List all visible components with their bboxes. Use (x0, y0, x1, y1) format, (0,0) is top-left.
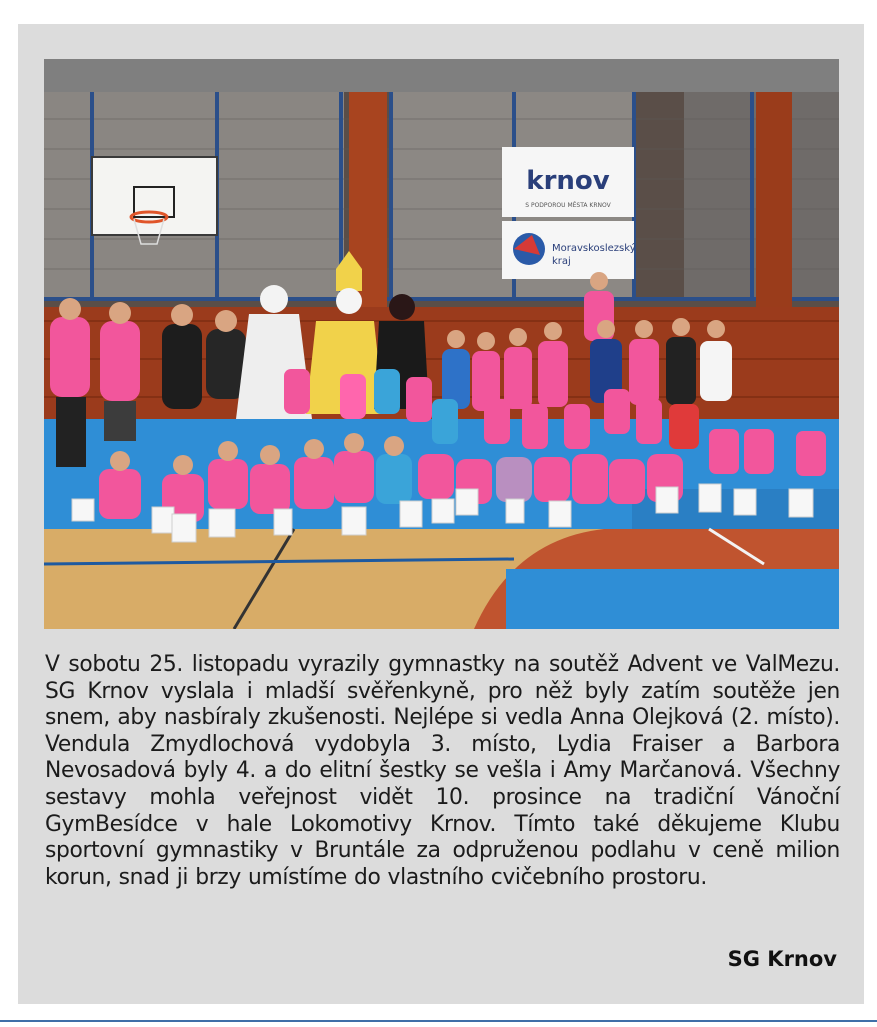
region-banner (502, 221, 636, 279)
svg-text:krnov: krnov (526, 166, 610, 196)
article-byline: SG Krnov (727, 947, 837, 971)
svg-text:Moravskoslezský: Moravskoslezský (552, 243, 636, 254)
group-photo (44, 59, 839, 629)
krnov-banner (502, 147, 634, 217)
article-card (18, 24, 864, 1004)
article-text: V sobotu 25. listopadu vyrazily gymnastky na soutěž Advent ve ValMezu. SG Krnov vyslala i mladší svěřenkyně, pro něž byly zatím soutěže jen snem, aby nasbíraly zkušenosti. Nejlépe si vedla Anna Olejková (2. místo). Vendula Zmydlochová vydobyla 3. místo, Lydia Fraiser a Barbora Nevosadová byly 4. a do elitní šestky se vešla i Amy Marčanová. Všechny sestavy mohla veřejnost vidět 10. prosince na tradiční Vánoční GymBesídce v hale Lokomotivy Krnov. Tímto také děkujeme Klubu sportovní gymnastiky v Bruntále za odpruženou podlahu v ceně milion korun, snad ji brzy umístíme do vlastního cvičebního prostoru. (45, 652, 840, 890)
page-divider (0, 1020, 877, 1022)
svg-text:S PODPOROU MĚSTA KRNOV: S PODPOROU MĚSTA KRNOV (525, 202, 611, 209)
svg-text:kraj: kraj (552, 256, 571, 267)
